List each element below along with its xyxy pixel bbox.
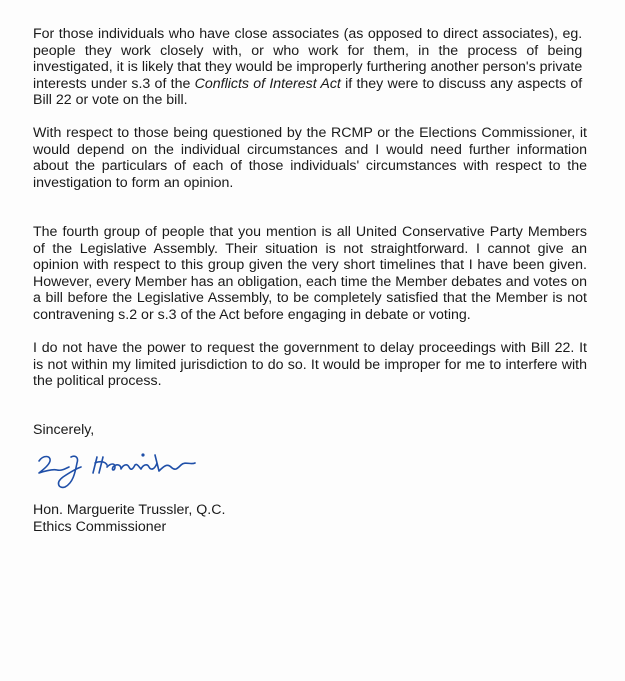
signatory-name: Hon. Marguerite Trussler, Q.C. — [33, 502, 226, 518]
text-line: Bill 22 or vote on the bill. — [33, 92, 188, 108]
text-span: interests under s.3 of the — [33, 75, 195, 92]
text-line: For those individuals who have close associates (as opposed to direct associates), eg. — [33, 26, 583, 42]
act-title: Conflicts of Interest Act — [194, 75, 341, 92]
text-line — [33, 76, 582, 93]
paragraph-close-associates — [33, 26, 582, 109]
text-span: if they were to discuss any aspects of — [340, 75, 583, 92]
signature-icon — [35, 451, 215, 501]
closing: Sincerely, — [33, 422, 95, 438]
paragraph-rcmp: With respect to those being questioned by the RCMP or the Elections Commissioner, it would depend on the individual circumstances and I would need further information about the particulars of each of those individuals' circumstances with respect to the investigation to form an opinion. — [33, 125, 587, 191]
text-line: people they work closely with, or who work for them, in the process of being — [33, 42, 583, 59]
signatory-title: Ethics Commissioner — [33, 519, 167, 535]
paragraph-fourth-group: The fourth group of people that you mention is all United Conservative Party Members of the Legislative Assembly. Their situation is not straightforward. I cannot give an opinion with respect to this group given the very short timelines that I have been given. However, every Member has an obligation, each time the Member debates and votes on a bill before the Legislative Assembly, to be completely satisfied that the Member is not contravening s.2 or s.3 of the Act before engaging in debate or voting. — [33, 224, 587, 323]
paragraph-no-power: I do not have the power to request the government to delay proceedings with Bill 22. It is not within my limited jurisdiction to do so. It would be improper for me to interfere with the political process. — [33, 340, 587, 389]
text-line: investigated, it is likely that they would be improperly furthering another person's private — [33, 59, 583, 75]
